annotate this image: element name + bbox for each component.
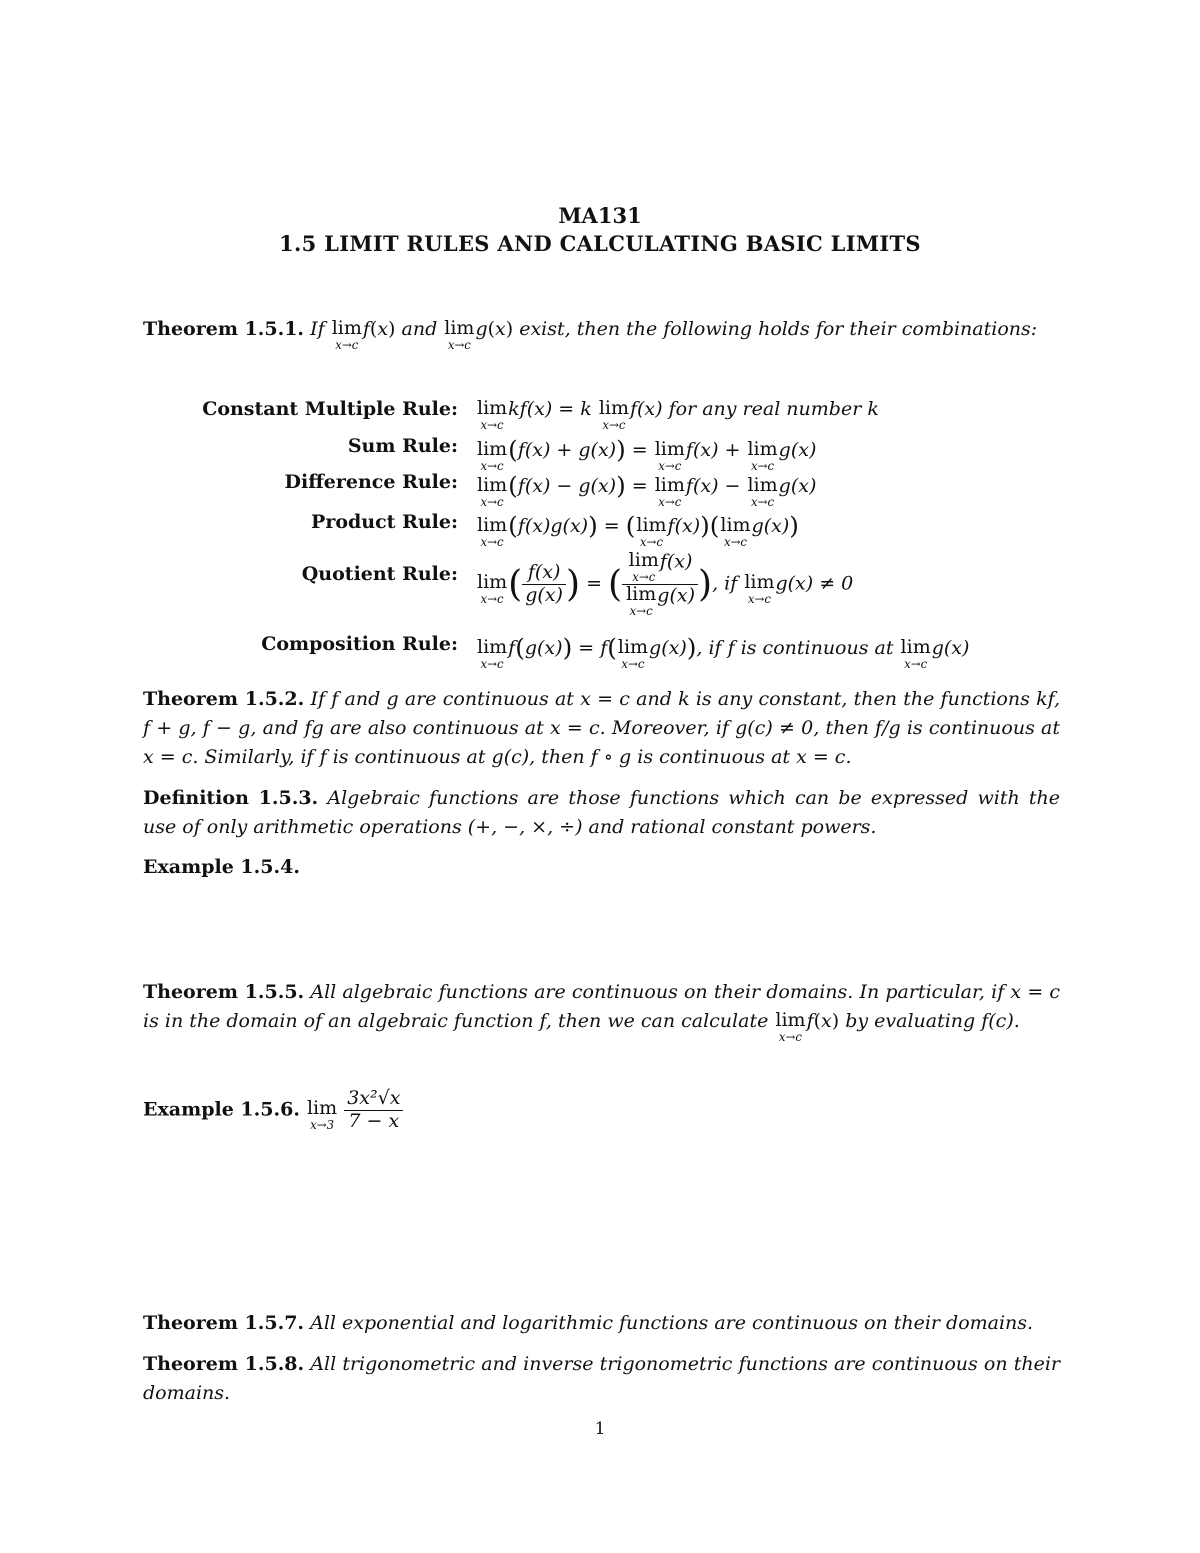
theorem-1-5-1: Theorem 1.5.1. If lim x→c f(x) and lim x→c g(x) exist, then the following holds for their combinations: — [143, 316, 1038, 352]
page-title: 1.5 LIMIT RULES AND CALCULATING BASIC LIMITS — [279, 231, 921, 256]
definition-1-5-3: Definition 1.5.3. Algebraic functions are those functions which can be expressed with the use of only arithmetic operations (+, −, ×, ÷) and rational constant powers. — [143, 787, 1060, 838]
course-code: MA131 — [558, 203, 642, 228]
example-1-5-4: Example 1.5.4. — [143, 856, 300, 878]
theorem-1-5-2: Theorem 1.5.2. If f and g are continuous at x = c and k is any constant, then the functions kf, f + g, f − g, and fg are also continuous at x = c. Moreover, if g(c) ≠ 0, then f/g is continuous at x = c. Similarly, if f is continuous at g(c), then f ∘ g is continuous at x = c. — [143, 688, 1060, 768]
constant-multiple-rule: Constant Multiple Rule: lim x→c kf(x) = k lim x→c f(x) for any real number k — [202, 396, 879, 432]
example-1-5-6: Example 1.5.6. lim x→3 $\frac{\text{3x²√x}}{7 - x}$ — [143, 1088, 1060, 1133]
quotient-rule: Quotient Rule: lim x→c ( $\frac{f(x)}{g(x)}$ ) = ( lim x→c f(x) lim x→c g(x) ), if lim x→c g(x) ≠ 0 — [301, 549, 854, 618]
theorem-1-5-8: Theorem 1.5.8. All trigonometric and inverse trigonometric functions are continuous on their domains. — [143, 1353, 1060, 1404]
theorem-label: Theorem 1.5.1. — [143, 318, 305, 340]
page-number: 1 — [594, 1419, 606, 1439]
sum-rule: Sum Rule: lim x→c (f(x) + g(x)) = lim x→c f(x) + lim x→c g(x) — [347, 435, 817, 473]
product-rule: Product Rule: lim x→c (f(x)g(x)) = ( lim x→c f(x))( lim x→c g(x)) — [311, 511, 799, 549]
difference-rule: Difference Rule: lim x→c (f(x) − g(x)) = lim x→c f(x) − lim x→c g(x) — [284, 471, 817, 509]
composition-rule: Composition Rule: lim x→c f(g(x)) = f( lim x→c g(x)), if f is continuous at lim x→c g(x) — [261, 633, 970, 671]
theorem-1-5-7: Theorem 1.5.7. All exponential and logarithmic functions are continuous on their domains. — [143, 1312, 1034, 1334]
theorem-1-5-5: Theorem 1.5.5. All algebraic functions are continuous on their domains. In particular, if x = c is in the domain of an algebraic function f, then we can calculate lim x→c f(x) by evaluating f(c). — [143, 981, 1061, 1044]
